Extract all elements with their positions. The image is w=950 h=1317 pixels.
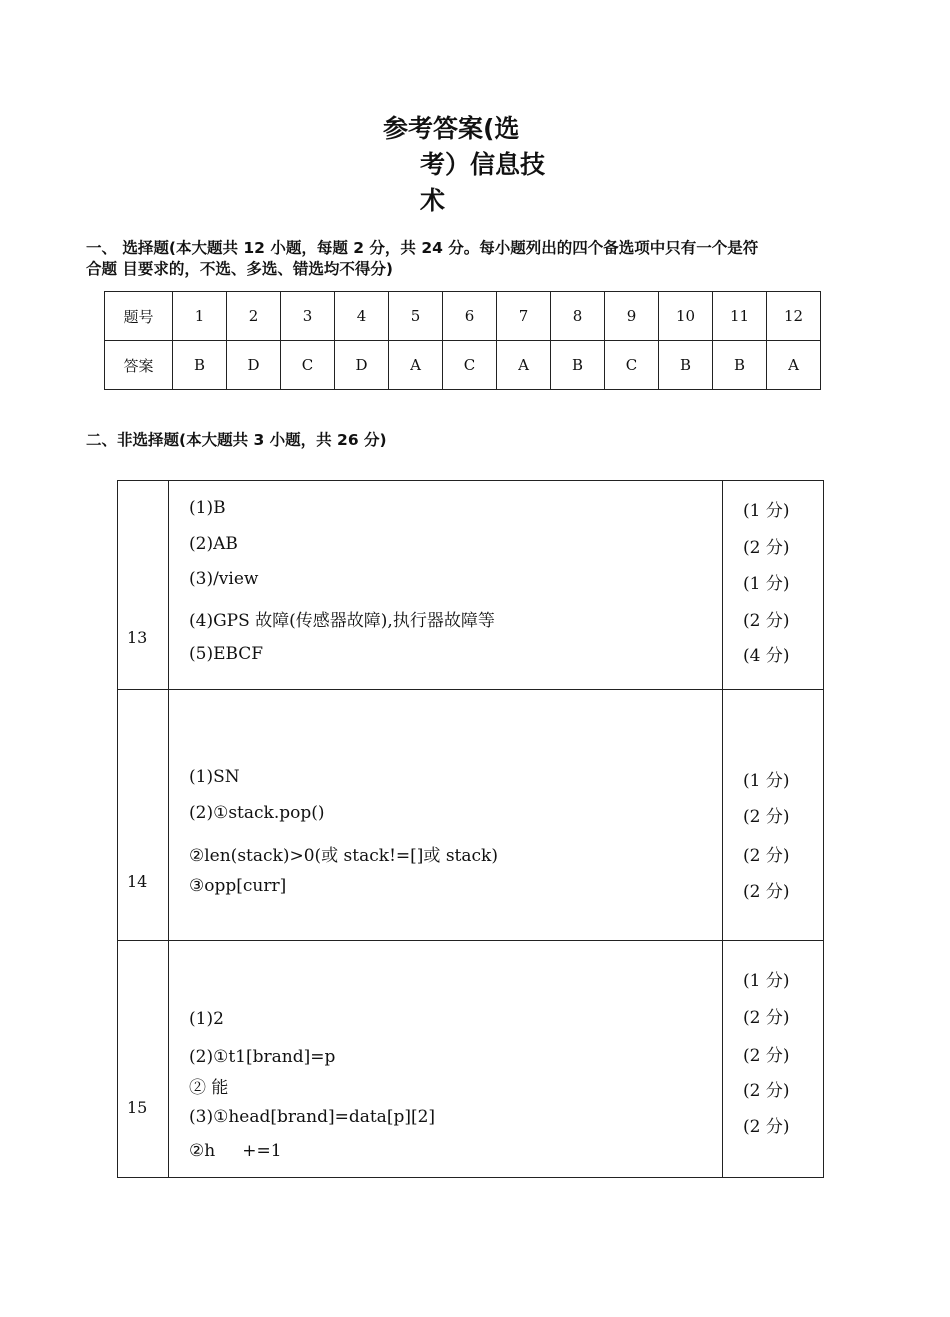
answer-cell: C xyxy=(443,341,497,390)
question-number-cell: 3 xyxy=(281,292,335,341)
question-number-cell: 5 xyxy=(389,292,443,341)
answer-line: ②h +=1 xyxy=(189,1141,282,1161)
question-number: 13 xyxy=(127,628,148,647)
answer-label-cell: 答案 xyxy=(105,341,173,390)
answer-cell: A xyxy=(389,341,443,390)
multiple-choice-answer-table xyxy=(104,291,821,390)
score-label: (2 分) xyxy=(743,846,790,866)
answer-line: (2)①stack.pop() xyxy=(189,803,325,823)
question-number-cell xyxy=(118,481,169,690)
score-label: (2 分) xyxy=(743,1081,790,1101)
answer-content-cell xyxy=(169,941,723,1178)
score-label: (2 分) xyxy=(743,538,790,558)
question-row-14 xyxy=(118,690,824,941)
score-cell xyxy=(723,941,824,1178)
question-number-cell: 4 xyxy=(335,292,389,341)
header-label-cell: 题号 xyxy=(105,292,173,341)
score-label: (2 分) xyxy=(743,611,790,631)
answer-cell: A xyxy=(497,341,551,390)
page-title-line-1: 参考答案(选 xyxy=(383,114,520,143)
answer-cell: A xyxy=(767,341,821,390)
answer-content-cell xyxy=(169,481,723,690)
score-label: (2 分) xyxy=(743,1117,790,1137)
answer-cell: B xyxy=(551,341,605,390)
question-number-cell xyxy=(118,941,169,1178)
answer-cell: B xyxy=(173,341,227,390)
answer-line: (2)①t1[brand]=p xyxy=(189,1047,336,1067)
answer-cell: D xyxy=(227,341,281,390)
answer-line: (1)2 xyxy=(189,1009,224,1029)
question-number: 14 xyxy=(127,872,148,891)
question-row-13 xyxy=(118,481,824,690)
answer-line: ③opp[curr] xyxy=(189,876,287,896)
question-number-cell: 1 xyxy=(173,292,227,341)
score-label: (2 分) xyxy=(743,1008,790,1028)
answer-cell: B xyxy=(659,341,713,390)
question-number-row xyxy=(105,292,821,341)
page-title-line-3: 术 xyxy=(420,186,446,215)
score-label: (2 分) xyxy=(743,807,790,827)
question-number-cell: 8 xyxy=(551,292,605,341)
score-label: (1 分) xyxy=(743,971,790,991)
question-number-cell: 10 xyxy=(659,292,713,341)
question-number-cell: 11 xyxy=(713,292,767,341)
score-label: (1 分) xyxy=(743,771,790,791)
answer-line: ②len(stack)>0(或 stack!=[]或 stack) xyxy=(189,846,498,866)
score-label: (4 分) xyxy=(743,646,790,666)
answer-line: (1)SN xyxy=(189,767,240,787)
section2-heading: 二、非选择题(本大题共 3 小题，共 26 分) xyxy=(86,431,387,449)
score-label: (2 分) xyxy=(743,1046,790,1066)
answer-line: (5)EBCF xyxy=(189,644,264,664)
answer-line: ② 能 xyxy=(189,1078,229,1098)
answer-line: (3)/view xyxy=(189,569,259,589)
written-answer-table xyxy=(117,480,824,1178)
question-number-cell: 9 xyxy=(605,292,659,341)
score-label: (1 分) xyxy=(743,501,790,521)
question-number-cell xyxy=(118,690,169,941)
answer-line: (2)AB xyxy=(189,534,238,554)
answer-cell: B xyxy=(713,341,767,390)
answer-row xyxy=(105,341,821,390)
question-number-cell: 2 xyxy=(227,292,281,341)
question-row-15 xyxy=(118,941,824,1178)
answer-cell: C xyxy=(281,341,335,390)
section1-heading-line-2: 合题 目要求的，不选、多选、错选均不得分) xyxy=(86,260,393,278)
answer-line: (3)①head[brand]=data[p][2] xyxy=(189,1107,436,1127)
answer-cell: D xyxy=(335,341,389,390)
score-cell xyxy=(723,481,824,690)
answer-line: (1)B xyxy=(189,498,226,518)
section1-heading-line-1: 一、 选择题(本大题共 12 小题，每题 2 分，共 24 分。每小题列出的四个备选项中只有一个是符 xyxy=(86,239,759,257)
question-number: 15 xyxy=(127,1098,148,1117)
score-label: (2 分) xyxy=(743,882,790,902)
score-cell xyxy=(723,690,824,941)
score-label: (1 分) xyxy=(743,574,790,594)
question-number-cell: 12 xyxy=(767,292,821,341)
question-number-cell: 7 xyxy=(497,292,551,341)
answer-line: (4)GPS 故障(传感器故障),执行器故障等 xyxy=(189,611,495,631)
answer-content-cell xyxy=(169,690,723,941)
answer-cell: C xyxy=(605,341,659,390)
page-title-line-2: 考）信息技 xyxy=(420,150,546,179)
question-number-cell: 6 xyxy=(443,292,497,341)
